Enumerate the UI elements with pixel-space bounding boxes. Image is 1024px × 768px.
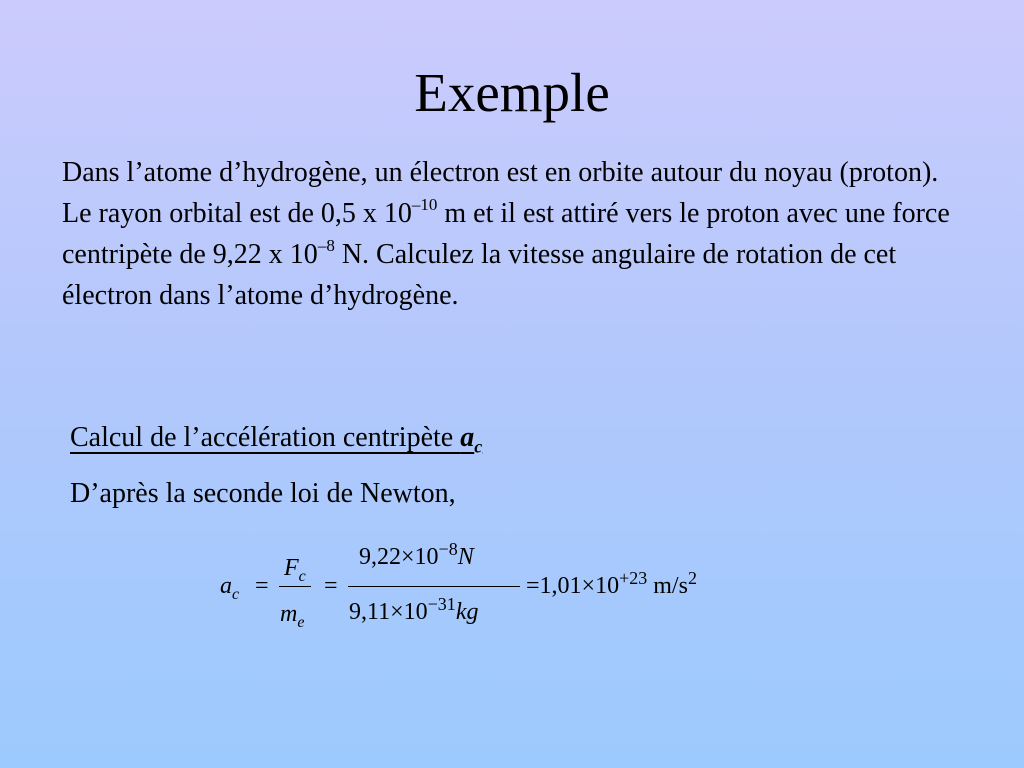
frac1-num-symbol: F bbox=[284, 555, 299, 581]
problem-text-part3: N. Calculez la vitesse angulaire de rotation de cet électron dans l’atome d’hydrogène. bbox=[62, 239, 897, 311]
section-heading-text: Calcul de l’accélération centripète bbox=[70, 422, 461, 453]
equation-lhs bbox=[220, 572, 240, 603]
force-exponent: –8 bbox=[317, 235, 335, 255]
frac2-num-exponent: −8 bbox=[438, 539, 458, 559]
frac2-num-mantissa: 9,22×10 bbox=[359, 544, 439, 570]
frac1-bar bbox=[279, 586, 311, 587]
newton-text: D’après la seconde loi de Newton, bbox=[70, 478, 456, 509]
result-mantissa: 1,01×10 bbox=[539, 573, 620, 599]
equals-sign-1: = bbox=[255, 573, 269, 599]
frac2-den-mantissa: 9,11×10 bbox=[349, 599, 428, 625]
problem-text-part1: Dans l’atome d’hydrogène, un électron est en orbite autour du noyau (proton). Le rayon orbital est de 0,5 x 10 bbox=[62, 157, 939, 229]
result-equals-sign: = bbox=[526, 573, 540, 599]
frac2-denominator bbox=[349, 594, 479, 626]
equals-sign-2: = bbox=[324, 573, 338, 599]
frac1-num-subscript: c bbox=[298, 567, 306, 585]
equation-result bbox=[526, 568, 697, 600]
section-heading bbox=[70, 418, 482, 458]
result-unit: m/s bbox=[647, 573, 688, 599]
section-heading-subscript: c bbox=[474, 436, 483, 457]
frac1-numerator bbox=[284, 554, 306, 585]
problem-statement bbox=[62, 152, 962, 316]
frac2-numerator bbox=[359, 539, 474, 571]
problem-text-part2: m et il est attiré vers le proton avec une force centripète de 9,22 x 10 bbox=[62, 198, 950, 270]
result-unit-exponent: 2 bbox=[687, 568, 697, 588]
result-exponent: +23 bbox=[619, 568, 648, 588]
frac1-den-symbol: m bbox=[280, 601, 298, 627]
frac2-den-unit: kg bbox=[455, 599, 479, 625]
frac2-den-exponent: −31 bbox=[427, 594, 456, 614]
frac1-den-subscript: e bbox=[297, 613, 305, 631]
frac2-bar bbox=[348, 586, 520, 587]
lhs-symbol: a bbox=[220, 573, 232, 599]
slide-title: Exemple bbox=[414, 62, 610, 123]
radius-exponent: –10 bbox=[411, 194, 438, 214]
lhs-subscript: c bbox=[232, 585, 240, 603]
frac1-denominator bbox=[280, 600, 305, 631]
frac2-num-unit: N bbox=[457, 544, 474, 570]
section-heading-symbol: a bbox=[460, 422, 475, 453]
